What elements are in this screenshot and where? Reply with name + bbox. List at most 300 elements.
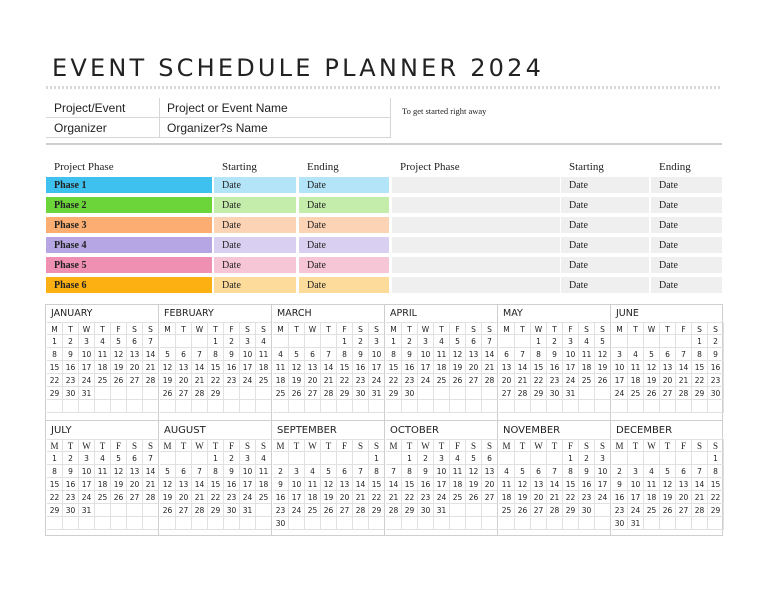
day-cell[interactable]: 3	[240, 452, 256, 465]
day-cell[interactable]: 28	[143, 374, 159, 387]
day-cell[interactable]: 12	[111, 465, 127, 478]
day-cell[interactable]: 19	[660, 491, 676, 504]
day-cell[interactable]: 22	[369, 491, 385, 504]
day-cell[interactable]: 9	[579, 465, 595, 478]
day-cell[interactable]: 11	[256, 465, 272, 478]
day-cell[interactable]: 3	[628, 465, 644, 478]
day-cell[interactable]: 8	[402, 465, 418, 478]
day-cell[interactable]: 1	[47, 452, 63, 465]
day-cell[interactable]: 9	[224, 348, 240, 361]
day-cell[interactable]: 21	[515, 374, 531, 387]
day-cell[interactable]: 25	[256, 374, 272, 387]
day-cell[interactable]: 10	[79, 465, 95, 478]
day-cell[interactable]: 22	[708, 491, 724, 504]
day-cell[interactable]: 3	[418, 335, 434, 348]
day-cell[interactable]: 14	[482, 348, 498, 361]
day-cell[interactable]: 23	[224, 491, 240, 504]
day-cell[interactable]: 30	[612, 517, 628, 530]
day-cell[interactable]: 1	[563, 452, 579, 465]
day-cell[interactable]: 10	[418, 348, 434, 361]
day-cell[interactable]: 6	[660, 348, 676, 361]
day-cell[interactable]: 7	[676, 348, 692, 361]
day-cell[interactable]: 27	[305, 387, 321, 400]
day-cell[interactable]: 6	[127, 452, 143, 465]
day-cell[interactable]: 16	[353, 361, 369, 374]
day-cell[interactable]: 24	[563, 374, 579, 387]
day-cell[interactable]: 27	[337, 504, 353, 517]
day-cell[interactable]: 26	[289, 387, 305, 400]
day-cell[interactable]: 31	[628, 517, 644, 530]
day-cell[interactable]: 13	[676, 478, 692, 491]
day-cell[interactable]: 23	[353, 374, 369, 387]
day-cell[interactable]: 20	[499, 374, 515, 387]
day-cell[interactable]: 29	[369, 504, 385, 517]
day-cell[interactable]: 11	[95, 465, 111, 478]
day-cell[interactable]: 16	[63, 361, 79, 374]
day-cell[interactable]: 3	[79, 452, 95, 465]
day-cell[interactable]: 14	[192, 478, 208, 491]
day-cell[interactable]: 23	[579, 491, 595, 504]
day-cell[interactable]: 31	[240, 504, 256, 517]
day-cell[interactable]: 12	[644, 361, 660, 374]
day-cell[interactable]: 7	[482, 335, 498, 348]
day-cell[interactable]: 20	[127, 361, 143, 374]
day-cell[interactable]: 17	[240, 478, 256, 491]
day-cell[interactable]: 26	[160, 504, 176, 517]
phase-start-date[interactable]: Date	[214, 177, 296, 193]
day-cell[interactable]: 12	[660, 478, 676, 491]
day-cell[interactable]: 26	[466, 491, 482, 504]
day-cell[interactable]: 16	[63, 478, 79, 491]
day-cell[interactable]: 25	[450, 491, 466, 504]
day-cell[interactable]: 1	[402, 452, 418, 465]
phase-end-date[interactable]: Date	[299, 217, 389, 233]
day-cell[interactable]: 20	[482, 478, 498, 491]
day-cell[interactable]: 16	[547, 361, 563, 374]
day-cell[interactable]: 24	[369, 374, 385, 387]
day-cell[interactable]: 26	[660, 504, 676, 517]
day-cell[interactable]: 14	[386, 478, 402, 491]
day-cell[interactable]: 2	[579, 452, 595, 465]
day-cell[interactable]: 18	[628, 374, 644, 387]
day-cell[interactable]: 8	[369, 465, 385, 478]
day-cell[interactable]: 2	[547, 335, 563, 348]
day-cell[interactable]: 16	[612, 491, 628, 504]
day-cell[interactable]: 2	[224, 335, 240, 348]
day-cell[interactable]: 8	[47, 465, 63, 478]
day-cell[interactable]: 23	[612, 504, 628, 517]
day-cell[interactable]: 7	[692, 465, 708, 478]
day-cell[interactable]: 23	[547, 374, 563, 387]
day-cell[interactable]: 25	[95, 491, 111, 504]
day-cell[interactable]: 9	[708, 348, 724, 361]
day-cell[interactable]: 15	[208, 361, 224, 374]
day-cell[interactable]: 2	[224, 452, 240, 465]
day-cell[interactable]: 13	[176, 478, 192, 491]
day-cell[interactable]: 2	[418, 452, 434, 465]
day-cell[interactable]: 24	[612, 387, 628, 400]
day-cell[interactable]: 30	[63, 387, 79, 400]
day-cell[interactable]: 12	[321, 478, 337, 491]
day-cell[interactable]: 15	[692, 361, 708, 374]
day-cell[interactable]: 22	[47, 491, 63, 504]
day-cell[interactable]: 29	[47, 504, 63, 517]
day-cell[interactable]: 21	[353, 491, 369, 504]
day-cell[interactable]: 15	[208, 478, 224, 491]
day-cell[interactable]: 27	[499, 387, 515, 400]
day-cell[interactable]: 15	[386, 361, 402, 374]
day-cell[interactable]: 3	[563, 335, 579, 348]
day-cell[interactable]: 8	[531, 348, 547, 361]
phase-start-date[interactable]: Date	[214, 197, 296, 213]
day-cell[interactable]: 4	[434, 335, 450, 348]
day-cell[interactable]: 15	[47, 361, 63, 374]
day-cell[interactable]: 5	[644, 348, 660, 361]
day-cell[interactable]: 28	[192, 387, 208, 400]
day-cell[interactable]: 13	[305, 361, 321, 374]
day-cell[interactable]: 23	[63, 374, 79, 387]
day-cell[interactable]: 20	[660, 374, 676, 387]
day-cell[interactable]: 17	[369, 361, 385, 374]
day-cell[interactable]: 26	[111, 491, 127, 504]
day-cell[interactable]: 13	[127, 465, 143, 478]
right-phase-end-date[interactable]: Date	[651, 257, 722, 273]
day-cell[interactable]: 22	[208, 491, 224, 504]
right-phase-name[interactable]	[392, 217, 560, 233]
day-cell[interactable]: 13	[482, 465, 498, 478]
day-cell[interactable]: 11	[644, 478, 660, 491]
day-cell[interactable]: 14	[192, 361, 208, 374]
day-cell[interactable]: 15	[402, 478, 418, 491]
day-cell[interactable]: 11	[579, 348, 595, 361]
day-cell[interactable]: 14	[692, 478, 708, 491]
day-cell[interactable]: 21	[692, 491, 708, 504]
day-cell[interactable]: 13	[337, 478, 353, 491]
day-cell[interactable]: 7	[192, 348, 208, 361]
day-cell[interactable]: 24	[240, 374, 256, 387]
day-cell[interactable]: 14	[353, 478, 369, 491]
day-cell[interactable]: 11	[305, 478, 321, 491]
phase-end-date[interactable]: Date	[299, 177, 389, 193]
day-cell[interactable]: 24	[628, 504, 644, 517]
day-cell[interactable]: 30	[418, 504, 434, 517]
day-cell[interactable]: 16	[402, 361, 418, 374]
day-cell[interactable]: 29	[47, 387, 63, 400]
day-cell[interactable]: 15	[531, 361, 547, 374]
day-cell[interactable]: 4	[628, 348, 644, 361]
right-phase-name[interactable]	[392, 237, 560, 253]
day-cell[interactable]: 15	[563, 478, 579, 491]
day-cell[interactable]: 19	[466, 478, 482, 491]
day-cell[interactable]: 10	[240, 348, 256, 361]
day-cell[interactable]: 8	[47, 348, 63, 361]
right-phase-end-date[interactable]: Date	[651, 197, 722, 213]
day-cell[interactable]: 7	[143, 335, 159, 348]
right-phase-end-date[interactable]: Date	[651, 237, 722, 253]
day-cell[interactable]: 2	[63, 335, 79, 348]
day-cell[interactable]: 17	[79, 478, 95, 491]
right-phase-start-date[interactable]: Date	[561, 277, 649, 293]
day-cell[interactable]: 26	[450, 374, 466, 387]
day-cell[interactable]: 19	[111, 478, 127, 491]
right-phase-start-date[interactable]: Date	[561, 197, 649, 213]
day-cell[interactable]: 18	[95, 361, 111, 374]
day-cell[interactable]: 3	[289, 465, 305, 478]
day-cell[interactable]: 12	[160, 361, 176, 374]
day-cell[interactable]: 8	[386, 348, 402, 361]
day-cell[interactable]: 25	[256, 491, 272, 504]
day-cell[interactable]: 17	[434, 478, 450, 491]
day-cell[interactable]: 9	[353, 348, 369, 361]
phase-end-date[interactable]: Date	[299, 277, 389, 293]
day-cell[interactable]: 27	[482, 491, 498, 504]
day-cell[interactable]: 22	[47, 374, 63, 387]
day-cell[interactable]: 29	[708, 504, 724, 517]
right-phase-start-date[interactable]: Date	[561, 257, 649, 273]
day-cell[interactable]: 2	[402, 335, 418, 348]
day-cell[interactable]: 10	[369, 348, 385, 361]
day-cell[interactable]: 29	[563, 504, 579, 517]
day-cell[interactable]: 4	[256, 335, 272, 348]
day-cell[interactable]: 17	[289, 491, 305, 504]
day-cell[interactable]: 17	[612, 374, 628, 387]
day-cell[interactable]: 25	[273, 387, 289, 400]
right-phase-start-date[interactable]: Date	[561, 237, 649, 253]
day-cell[interactable]: 3	[434, 452, 450, 465]
day-cell[interactable]: 6	[466, 335, 482, 348]
day-cell[interactable]: 22	[208, 374, 224, 387]
day-cell[interactable]: 28	[143, 491, 159, 504]
day-cell[interactable]: 13	[466, 348, 482, 361]
day-cell[interactable]: 19	[111, 361, 127, 374]
day-cell[interactable]: 24	[79, 374, 95, 387]
day-cell[interactable]: 27	[531, 504, 547, 517]
day-cell[interactable]: 29	[208, 387, 224, 400]
day-cell[interactable]: 21	[143, 478, 159, 491]
right-phase-start-date[interactable]: Date	[561, 217, 649, 233]
day-cell[interactable]: 18	[305, 491, 321, 504]
day-cell[interactable]: 4	[95, 335, 111, 348]
day-cell[interactable]: 13	[176, 361, 192, 374]
day-cell[interactable]: 24	[240, 491, 256, 504]
day-cell[interactable]: 23	[418, 491, 434, 504]
day-cell[interactable]: 17	[563, 361, 579, 374]
day-cell[interactable]: 6	[482, 452, 498, 465]
day-cell[interactable]: 6	[176, 348, 192, 361]
day-cell[interactable]: 11	[95, 348, 111, 361]
day-cell[interactable]: 27	[466, 374, 482, 387]
day-cell[interactable]: 11	[256, 348, 272, 361]
day-cell[interactable]: 22	[402, 491, 418, 504]
day-cell[interactable]: 31	[563, 387, 579, 400]
day-cell[interactable]: 4	[499, 465, 515, 478]
day-cell[interactable]: 1	[337, 335, 353, 348]
day-cell[interactable]: 13	[531, 478, 547, 491]
day-cell[interactable]: 14	[676, 361, 692, 374]
day-cell[interactable]: 1	[386, 335, 402, 348]
day-cell[interactable]: 30	[708, 387, 724, 400]
day-cell[interactable]: 4	[256, 452, 272, 465]
day-cell[interactable]: 12	[450, 348, 466, 361]
day-cell[interactable]: 22	[563, 491, 579, 504]
day-cell[interactable]: 18	[579, 361, 595, 374]
day-cell[interactable]: 3	[369, 335, 385, 348]
day-cell[interactable]: 9	[418, 465, 434, 478]
day-cell[interactable]: 27	[676, 504, 692, 517]
day-cell[interactable]: 16	[418, 478, 434, 491]
day-cell[interactable]: 28	[547, 504, 563, 517]
day-cell[interactable]: 7	[143, 452, 159, 465]
day-cell[interactable]: 27	[127, 491, 143, 504]
day-cell[interactable]: 6	[305, 348, 321, 361]
day-cell[interactable]: 25	[499, 504, 515, 517]
day-cell[interactable]: 28	[353, 504, 369, 517]
day-cell[interactable]: 5	[160, 348, 176, 361]
day-cell[interactable]: 11	[628, 361, 644, 374]
day-cell[interactable]: 29	[402, 504, 418, 517]
day-cell[interactable]: 6	[531, 465, 547, 478]
day-cell[interactable]: 14	[143, 348, 159, 361]
day-cell[interactable]: 30	[547, 387, 563, 400]
day-cell[interactable]: 7	[353, 465, 369, 478]
day-cell[interactable]: 19	[160, 491, 176, 504]
right-phase-start-date[interactable]: Date	[561, 177, 649, 193]
day-cell[interactable]: 5	[160, 465, 176, 478]
right-phase-end-date[interactable]: Date	[651, 277, 722, 293]
day-cell[interactable]: 3	[240, 335, 256, 348]
day-cell[interactable]: 13	[499, 361, 515, 374]
day-cell[interactable]: 19	[595, 361, 611, 374]
day-cell[interactable]: 13	[127, 348, 143, 361]
day-cell[interactable]: 20	[466, 361, 482, 374]
day-cell[interactable]: 17	[595, 478, 611, 491]
day-cell[interactable]: 24	[289, 504, 305, 517]
day-cell[interactable]: 16	[224, 361, 240, 374]
day-cell[interactable]: 14	[547, 478, 563, 491]
day-cell[interactable]: 1	[208, 335, 224, 348]
day-cell[interactable]: 5	[111, 452, 127, 465]
phase-start-date[interactable]: Date	[214, 217, 296, 233]
day-cell[interactable]: 21	[192, 491, 208, 504]
day-cell[interactable]: 3	[612, 348, 628, 361]
day-cell[interactable]: 25	[628, 387, 644, 400]
day-cell[interactable]: 22	[386, 374, 402, 387]
day-cell[interactable]: 16	[708, 361, 724, 374]
day-cell[interactable]: 23	[273, 504, 289, 517]
day-cell[interactable]: 30	[579, 504, 595, 517]
day-cell[interactable]: 15	[708, 478, 724, 491]
day-cell[interactable]: 5	[595, 335, 611, 348]
day-cell[interactable]: 16	[579, 478, 595, 491]
day-cell[interactable]: 10	[595, 465, 611, 478]
day-cell[interactable]: 27	[176, 504, 192, 517]
day-cell[interactable]: 23	[402, 374, 418, 387]
day-cell[interactable]: 7	[515, 348, 531, 361]
day-cell[interactable]: 7	[547, 465, 563, 478]
day-cell[interactable]: 25	[579, 374, 595, 387]
day-cell[interactable]: 21	[386, 491, 402, 504]
day-cell[interactable]: 11	[273, 361, 289, 374]
day-cell[interactable]: 19	[289, 374, 305, 387]
day-cell[interactable]: 21	[676, 374, 692, 387]
day-cell[interactable]: 17	[79, 361, 95, 374]
day-cell[interactable]: 4	[95, 452, 111, 465]
day-cell[interactable]: 15	[337, 361, 353, 374]
day-cell[interactable]: 16	[273, 491, 289, 504]
day-cell[interactable]: 6	[176, 465, 192, 478]
day-cell[interactable]: 10	[612, 361, 628, 374]
day-cell[interactable]: 26	[644, 387, 660, 400]
day-cell[interactable]: 8	[708, 465, 724, 478]
day-cell[interactable]: 10	[563, 348, 579, 361]
day-cell[interactable]: 28	[321, 387, 337, 400]
day-cell[interactable]: 5	[515, 465, 531, 478]
day-cell[interactable]: 10	[79, 348, 95, 361]
day-cell[interactable]: 2	[612, 465, 628, 478]
day-cell[interactable]: 5	[450, 335, 466, 348]
right-phase-name[interactable]	[392, 277, 560, 293]
day-cell[interactable]: 4	[644, 465, 660, 478]
day-cell[interactable]: 11	[450, 465, 466, 478]
day-cell[interactable]: 6	[499, 348, 515, 361]
day-cell[interactable]: 3	[79, 335, 95, 348]
day-cell[interactable]: 24	[595, 491, 611, 504]
day-cell[interactable]: 1	[47, 335, 63, 348]
day-cell[interactable]: 10	[289, 478, 305, 491]
day-cell[interactable]: 26	[160, 387, 176, 400]
day-cell[interactable]: 14	[143, 465, 159, 478]
day-cell[interactable]: 18	[273, 374, 289, 387]
right-phase-end-date[interactable]: Date	[651, 217, 722, 233]
day-cell[interactable]: 28	[676, 387, 692, 400]
day-cell[interactable]: 9	[63, 348, 79, 361]
day-cell[interactable]: 23	[63, 491, 79, 504]
day-cell[interactable]: 18	[256, 478, 272, 491]
day-cell[interactable]: 23	[708, 374, 724, 387]
day-cell[interactable]: 26	[111, 374, 127, 387]
day-cell[interactable]: 14	[321, 361, 337, 374]
day-cell[interactable]: 8	[563, 465, 579, 478]
day-cell[interactable]: 20	[676, 491, 692, 504]
day-cell[interactable]: 4	[305, 465, 321, 478]
day-cell[interactable]: 20	[176, 374, 192, 387]
day-cell[interactable]: 7	[192, 465, 208, 478]
day-cell[interactable]: 18	[95, 478, 111, 491]
day-cell[interactable]: 1	[708, 452, 724, 465]
day-cell[interactable]: 25	[434, 374, 450, 387]
day-cell[interactable]: 30	[63, 504, 79, 517]
day-cell[interactable]: 18	[434, 361, 450, 374]
day-cell[interactable]: 4	[273, 348, 289, 361]
day-cell[interactable]: 27	[176, 387, 192, 400]
phase-end-date[interactable]: Date	[299, 197, 389, 213]
day-cell[interactable]: 26	[515, 504, 531, 517]
day-cell[interactable]: 9	[224, 465, 240, 478]
phase-start-date[interactable]: Date	[214, 257, 296, 273]
day-cell[interactable]: 21	[482, 361, 498, 374]
day-cell[interactable]: 29	[208, 504, 224, 517]
day-cell[interactable]: 9	[273, 478, 289, 491]
day-cell[interactable]: 17	[628, 491, 644, 504]
day-cell[interactable]: 9	[612, 478, 628, 491]
day-cell[interactable]: 18	[450, 478, 466, 491]
right-phase-end-date[interactable]: Date	[651, 177, 722, 193]
day-cell[interactable]: 30	[224, 504, 240, 517]
day-cell[interactable]: 20	[531, 491, 547, 504]
day-cell[interactable]: 5	[111, 335, 127, 348]
day-cell[interactable]: 4	[450, 452, 466, 465]
day-cell[interactable]: 5	[321, 465, 337, 478]
